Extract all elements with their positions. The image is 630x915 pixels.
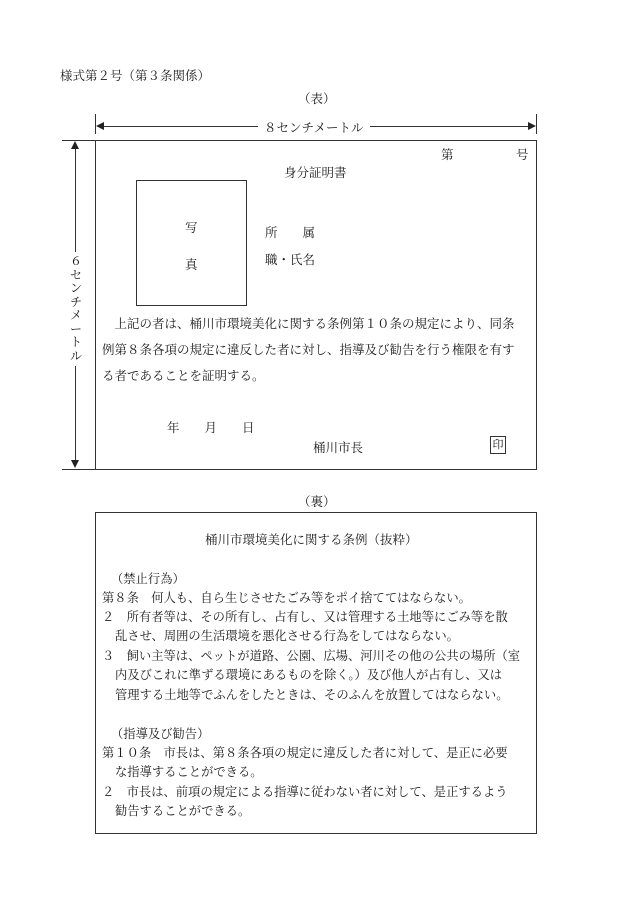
ordinance-line: ２ 市長は、前項の規定による指導に従わない者に対して、是正するよう	[102, 785, 508, 799]
section-heading: （禁止行為）	[111, 572, 185, 586]
height-label-char: ン	[69, 281, 82, 295]
card-title: 身分証明書	[284, 165, 347, 180]
ordinance-line: 第８条 何人も、自ら生じさせたごみ等をポイ捨ててはならない。	[102, 591, 471, 605]
certification-text	[102, 311, 515, 389]
ordinance-line: 乱させ、周囲の生活環境を悪化させる行為をしてはならない。	[115, 629, 459, 643]
section-heading: （指導及び勧告）	[111, 727, 210, 741]
ordinance-line: ２ 所有者等は、その所有し、占有し、又は管理する土地等にごみ等を散	[102, 610, 508, 624]
height-arrow-down-icon	[71, 460, 79, 468]
ordinance-line: 第１０条 市長は、第８条各項の規定に違反した者に対して、是正に必要	[102, 746, 508, 760]
issuer-name: 桶川市長	[313, 440, 364, 455]
height-label-char: ル	[69, 348, 82, 363]
name-label: 職・氏名	[265, 252, 316, 267]
width-tick-right	[536, 114, 537, 134]
height-label-char: メ	[69, 308, 82, 322]
height-label-char: ト	[69, 335, 82, 349]
certification-line: 上記の者は、桶川市環境美化に関する条例第１０条の規定により、同条	[102, 316, 515, 331]
height-label-char: チ	[69, 294, 82, 309]
ordinance-line: 勧告することができる。	[115, 804, 251, 818]
ordinance-line: な指導することができる。	[115, 765, 263, 779]
affiliation-label: 所 属	[265, 225, 316, 240]
photo-box	[136, 180, 247, 306]
certification-line: 例第８条各項の規定に違反した者に対し、指導及び勧告を行う権限を有す	[102, 342, 515, 357]
width-label: ８センチメートル	[258, 118, 370, 136]
ordinance-line: ３ 飼い主等は、ペットが道路、公園、広場、河川その他の公共の場所（室	[102, 649, 521, 663]
height-label	[68, 252, 84, 366]
photo-label: 真	[185, 257, 198, 272]
height-label-char: セ	[69, 267, 82, 282]
height-label-char: ー	[69, 321, 82, 336]
photo-label: 写	[185, 220, 198, 235]
height-label-char: ６	[69, 254, 82, 268]
width-arrow-right-icon	[528, 122, 536, 130]
height-tick-bottom	[62, 469, 96, 470]
back-heading: （裏）	[298, 494, 336, 509]
ordinance-line: 管理する土地等でふんをしたときは、そのふんを放置してはならない。	[115, 688, 509, 702]
certification-line: る者であることを証明する。	[102, 368, 265, 383]
width-arrow-left-icon	[96, 122, 104, 130]
front-heading: （表）	[298, 91, 336, 106]
form-title: 様式第２号（第３条関係）	[60, 68, 211, 83]
ordinance-line: 内及びこれに準ずる環境にあるものを除く。）及び他人が占有し、又は	[115, 668, 503, 682]
date-label: 年 月 日	[167, 420, 255, 435]
height-tick-top	[62, 140, 96, 141]
height-arrow-up-icon	[71, 141, 79, 149]
ordinance-title: 桶川市環境美化に関する条例（抜粋）	[205, 532, 418, 547]
seal-stamp: 印	[490, 436, 506, 454]
number-label: 第 号	[441, 147, 529, 162]
